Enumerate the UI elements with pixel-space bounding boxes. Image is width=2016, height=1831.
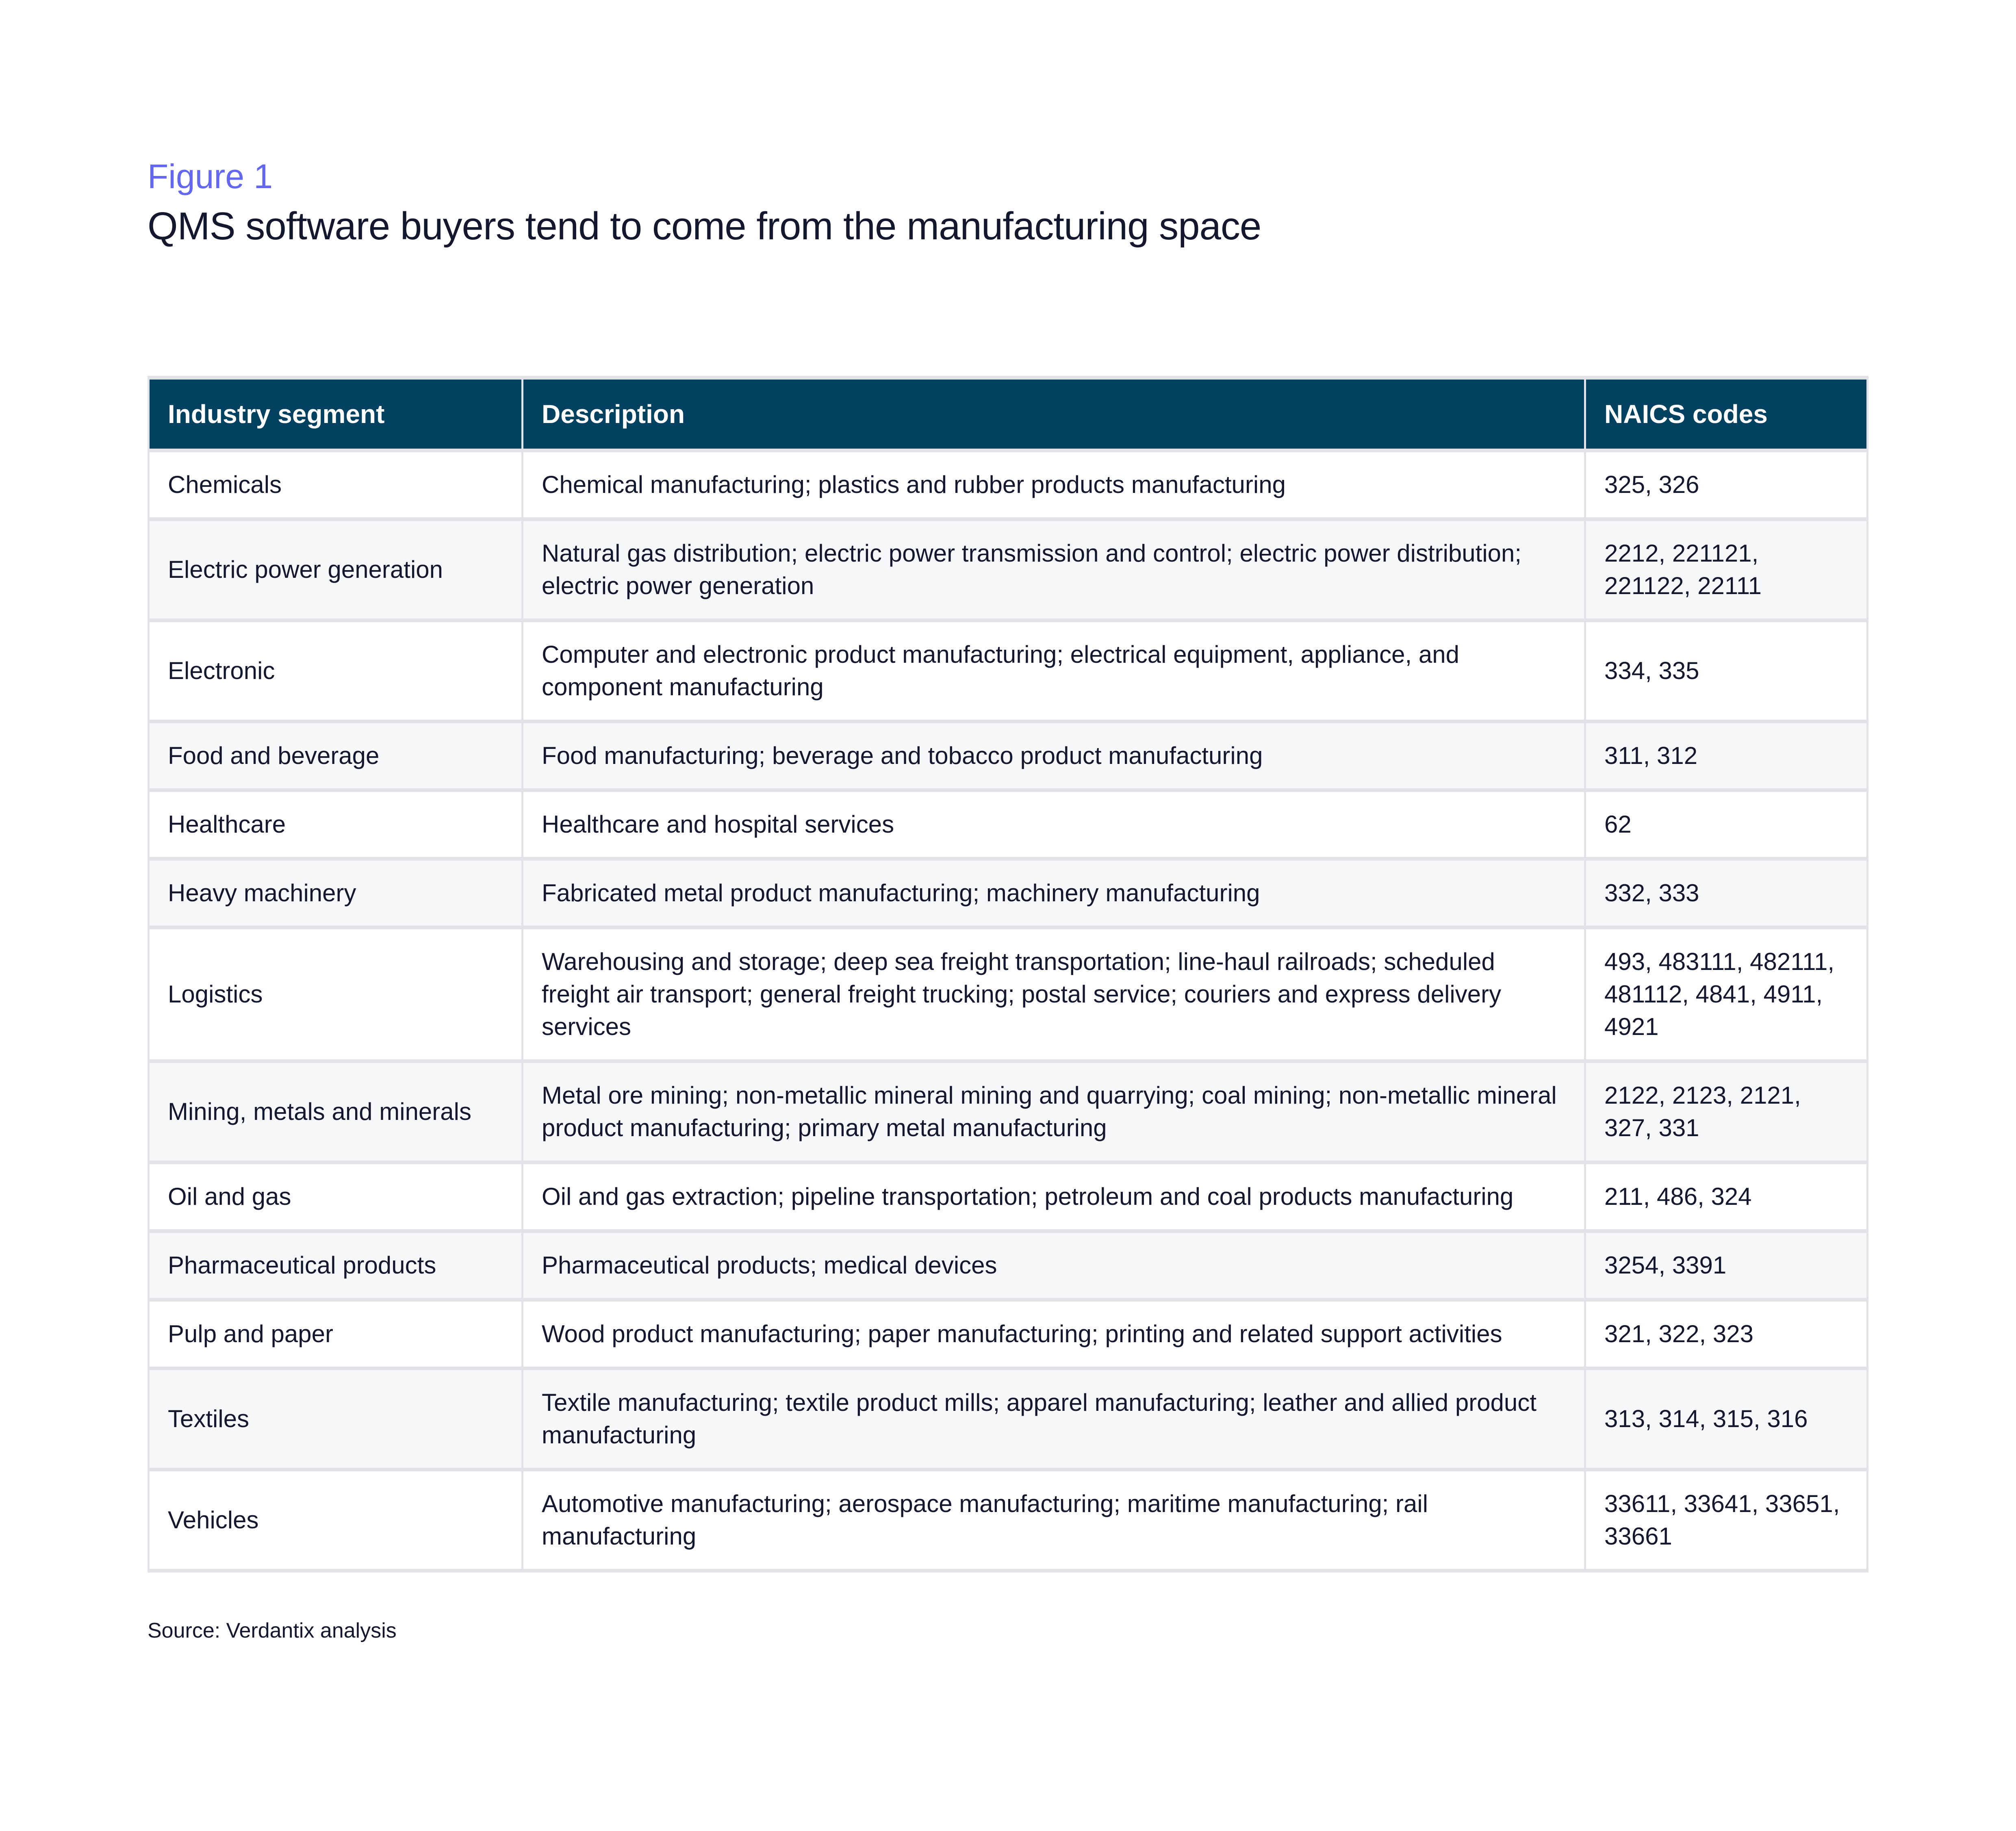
naics-codes-cell: 334, 335 [1586,622,1866,720]
naics-codes-cell: 325, 326 [1586,452,1866,517]
industry-segment-cell: Chemicals [150,452,521,517]
description-cell: Oil and gas extraction; pipeline transportation; petroleum and coal products manufacturing [523,1164,1584,1229]
table-row [150,622,1866,720]
industry-table-container [148,376,1868,1573]
description-cell: Pharmaceutical products; medical devices [523,1233,1584,1298]
industry-segment-table [148,376,1868,1573]
industry-segment-cell: Food and beverage [150,723,521,788]
naics-codes-cell: 2212, 221121, 221122, 22111 [1586,521,1866,618]
industry-segment-cell: Heavy machinery [150,861,521,926]
table-row [150,1370,1866,1468]
description-cell: Healthcare and hospital services [523,792,1584,857]
industry-segment-cell: Logistics [150,929,521,1059]
table-row [150,929,1866,1059]
table-row [150,1302,1866,1367]
industry-segment-cell: Textiles [150,1370,521,1468]
industry-segment-cell: Pharmaceutical products [150,1233,521,1298]
naics-codes-cell: 33611, 33641, 33651, 33661 [1586,1471,1866,1569]
naics-codes-cell: 211, 486, 324 [1586,1164,1866,1229]
table-row [150,521,1866,618]
naics-codes-cell: 2122, 2123, 2121, 327, 331 [1586,1063,1866,1161]
table-row [150,452,1866,517]
table-row [150,723,1866,788]
header-row [150,380,1866,449]
naics-codes-cell: 493, 483111, 482111, 481112, 4841, 4911, 4921 [1586,929,1866,1059]
naics-codes-cell: 332, 333 [1586,861,1866,926]
naics-codes-cell: 62 [1586,792,1866,857]
description-cell: Computer and electronic product manufacturing; electrical equipment, appliance, and component manufacturing [523,622,1584,720]
table-row [150,1063,1866,1161]
table-header [150,380,1866,449]
table-row [150,861,1866,926]
table-row [150,1164,1866,1229]
description-cell: Wood product manufacturing; paper manufacturing; printing and related support activities [523,1302,1584,1367]
industry-segment-cell: Electric power generation [150,521,521,618]
naics-codes-cell: 313, 314, 315, 316 [1586,1370,1866,1468]
industry-segment-cell: Mining, metals and minerals [150,1063,521,1161]
industry-segment-cell: Oil and gas [150,1164,521,1229]
naics-codes-cell: 321, 322, 323 [1586,1302,1866,1367]
table-body [150,452,1866,1569]
description-cell: Food manufacturing; beverage and tobacco product manufacturing [523,723,1584,788]
description-cell: Metal ore mining; non-metallic mineral mining and quarrying; coal mining; non-metallic mineral product manufacturing; primary metal manufacturing [523,1063,1584,1161]
source-attribution: Source: Verdantix analysis [148,1618,397,1642]
figure-title: QMS software buyers tend to come from the manufacturing space [148,204,1261,248]
industry-segment-cell: Electronic [150,622,521,720]
industry-segment-cell: Pulp and paper [150,1302,521,1367]
header-description: Description [523,380,1584,449]
header-industry-segment: Industry segment [150,380,521,449]
figure-label: Figure 1 [148,157,273,195]
naics-codes-cell: 311, 312 [1586,723,1866,788]
header-naics-codes: NAICS codes [1586,380,1866,449]
table-row [150,792,1866,857]
description-cell: Warehousing and storage; deep sea freight transportation; line-haul railroads; scheduled freight air transport; general freight trucking; postal service; couriers and express delivery services [523,929,1584,1059]
industry-segment-cell: Healthcare [150,792,521,857]
description-cell: Fabricated metal product manufacturing; machinery manufacturing [523,861,1584,926]
description-cell: Automotive manufacturing; aerospace manufacturing; maritime manufacturing; rail manufacturing [523,1471,1584,1569]
naics-codes-cell: 3254, 3391 [1586,1233,1866,1298]
table-row [150,1471,1866,1569]
description-cell: Natural gas distribution; electric power transmission and control; electric power distribution; electric power generation [523,521,1584,618]
industry-segment-cell: Vehicles [150,1471,521,1569]
description-cell: Textile manufacturing; textile product mills; apparel manufacturing; leather and allied product manufacturing [523,1370,1584,1468]
table-row [150,1233,1866,1298]
description-cell: Chemical manufacturing; plastics and rubber products manufacturing [523,452,1584,517]
